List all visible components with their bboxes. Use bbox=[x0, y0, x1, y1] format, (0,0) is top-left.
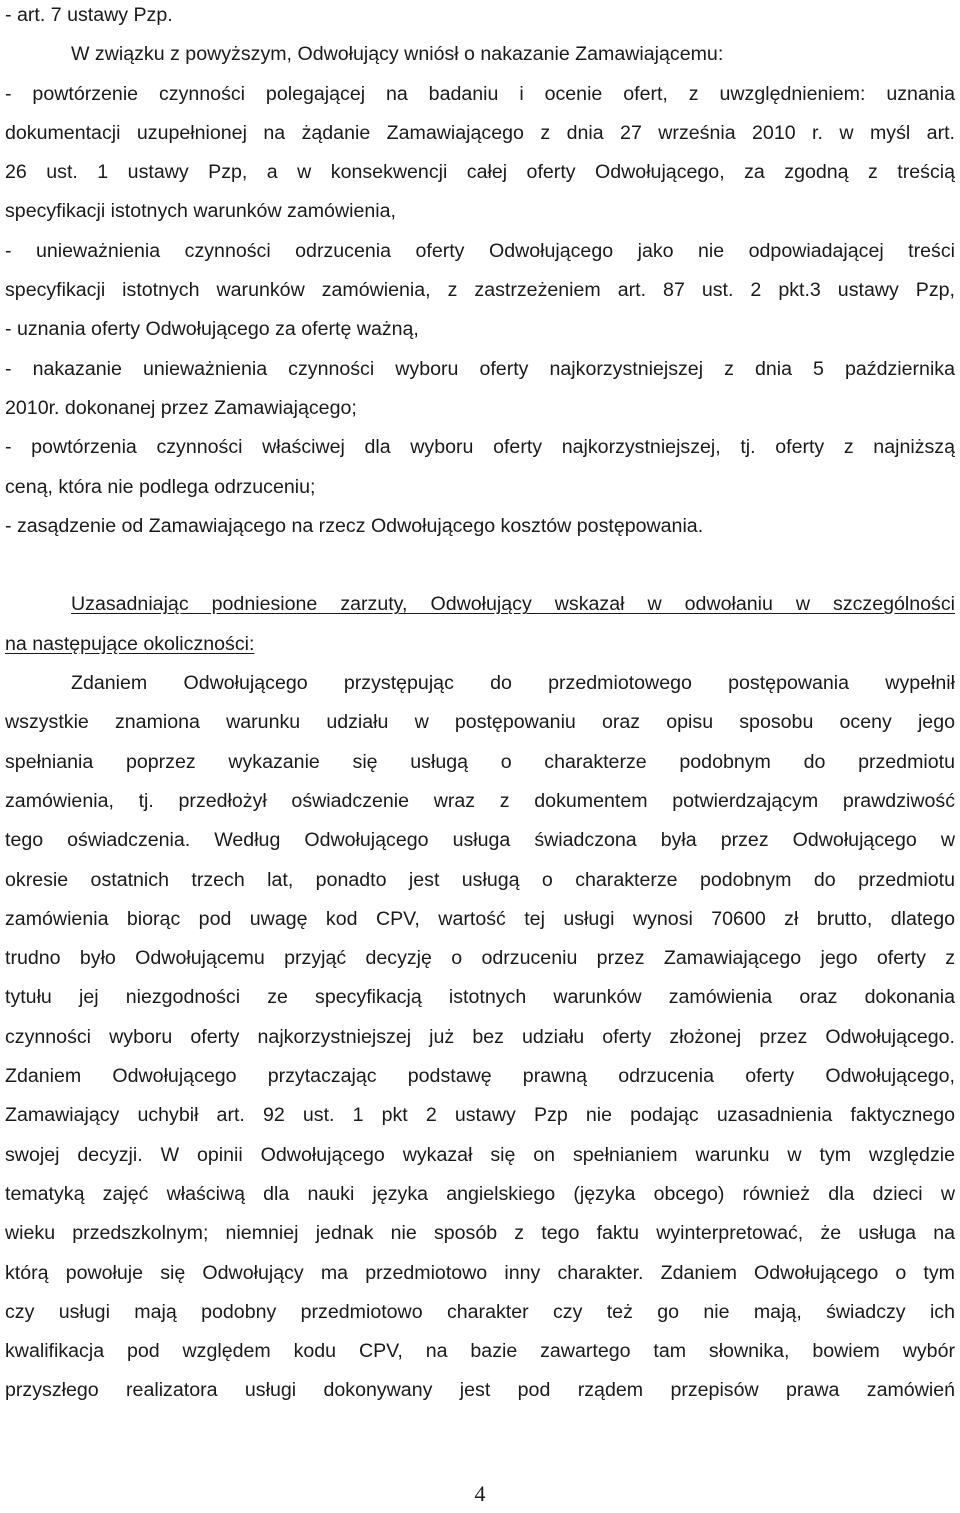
text-line: - powtórzenie czynności polegającej na badaniu i ocenie ofert, z uwzględnieniem: uznania bbox=[5, 82, 955, 105]
text-line: spełniania poprzez wykazanie się usługą o charakterze podobnym do przedmiotu bbox=[5, 750, 955, 773]
text-line: - zasądzenie od Zamawiającego na rzecz Odwołującego kosztów postępowania. bbox=[5, 514, 704, 537]
text-line: tytułu jej niezgodności ze specyfikacją istotnych warunków zamówienia oraz dokonania bbox=[5, 986, 955, 1009]
text-line: wszystkie znamiona warunku udziału w postępowaniu oraz opisu sposobu oceny jego bbox=[5, 711, 955, 734]
text-line: zamówienia, tj. przedłożył oświadczenie wraz z dokumentem potwierdzającym prawdziwość bbox=[5, 789, 955, 812]
text-line: którą powołuje się Odwołujący ma przedmiotowo inny charakter. Zdaniem Odwołującego o tym bbox=[5, 1261, 955, 1284]
text-line: swojej decyzji. W opinii Odwołującego wykazał się on spełnianiem warunku w tym względzie bbox=[5, 1143, 955, 1166]
text-line: ceną, która nie podlega odrzuceniu; bbox=[5, 475, 316, 498]
text-line: czy usługi mają podobny przedmiotowo charakter czy też go nie mają, świadczy ich bbox=[5, 1300, 955, 1323]
text-line: Zdaniem Odwołującego przystępując do przedmiotowego postępowania wypełnił bbox=[71, 672, 955, 695]
page-number: 4 bbox=[474, 1481, 486, 1506]
text-line: - unieważnienia czynności odrzucenia oferty Odwołującego jako nie odpowiadającej treści bbox=[5, 239, 955, 262]
text-line: Uzasadniając podniesione zarzuty, Odwołujący wskazał w odwołaniu w szczególności bbox=[71, 593, 955, 616]
text-line: na następujące okoliczności: bbox=[5, 632, 255, 655]
text-line: zamówienia biorąc pod uwagę kod CPV, wartość tej usługi wynosi 70600 zł brutto, dlatego bbox=[5, 907, 955, 930]
text-line: Zamawiający uchybił art. 92 ust. 1 pkt 2 ustawy Pzp nie podając uzasadnienia faktycznego bbox=[5, 1104, 955, 1127]
text-line: - art. 7 ustawy Pzp. bbox=[5, 4, 173, 26]
text-line: W związku z powyższym, Odwołujący wniósł o nakazanie Zamawiającemu: bbox=[71, 43, 724, 66]
document-page bbox=[5, 2, 955, 1417]
text-line: tematyką zajęć właściwą dla nauki języka angielskiego (języka obcego) również dla dzieci w bbox=[5, 1182, 955, 1205]
text-line: wieku przedszkolnym; niemniej jednak nie sposób z tego faktu wyinterpretować, że usługa na bbox=[5, 1222, 955, 1245]
text-line: Zdaniem Odwołującego przytaczając podstawę prawną odrzucenia oferty Odwołującego, bbox=[5, 1065, 955, 1088]
text-line: trudno było Odwołującemu przyjąć decyzję o odrzuceniu przez Zamawiającego jego oferty z bbox=[5, 947, 955, 970]
paragraph-gap bbox=[5, 552, 955, 591]
text-line: specyfikacji istotnych warunków zamówienia, z zastrzeżeniem art. 87 ust. 2 pkt.3 ustawy Pzp, bbox=[5, 279, 955, 302]
text-line: specyfikacji istotnych warunków zamówienia, bbox=[5, 200, 396, 223]
text-line: - uznania oferty Odwołującego za ofertę ważną, bbox=[5, 318, 419, 341]
text-line: dokumentacji uzupełnionej na żądanie Zamawiającego z dnia 27 września 2010 r. w myśl art. bbox=[5, 121, 955, 144]
text-line: czynności wyboru oferty najkorzystniejszej już bez udziału oferty złożonej przez Odwołującego. bbox=[5, 1025, 955, 1048]
text-line: kwalifikacja pod względem kodu CPV, na bazie zawartego tam słownika, bowiem wybór bbox=[5, 1340, 955, 1363]
text-line: przyszłego realizatora usługi dokonywany jest pod rządem przepisów prawa zamówień bbox=[5, 1379, 955, 1402]
text-line: 2010r. dokonanej przez Zamawiającego; bbox=[5, 396, 357, 419]
text-line: okresie ostatnich trzech lat, ponadto jest usługą o charakterze podobnym do przedmiotu bbox=[5, 868, 955, 891]
text-line: tego oświadczenia. Według Odwołującego usługa świadczona była przez Odwołującego w bbox=[5, 829, 955, 852]
text-line: - powtórzenia czynności właściwej dla wyboru oferty najkorzystniejszej, tj. oferty z najniższą bbox=[5, 436, 955, 459]
text-line: 26 ust. 1 ustawy Pzp, a w konsekwencji całej oferty Odwołującego, za zgodną z treścią bbox=[5, 161, 955, 184]
text-line: - nakazanie unieważnienia czynności wyboru oferty najkorzystniejszej z dnia 5 października bbox=[5, 357, 955, 380]
